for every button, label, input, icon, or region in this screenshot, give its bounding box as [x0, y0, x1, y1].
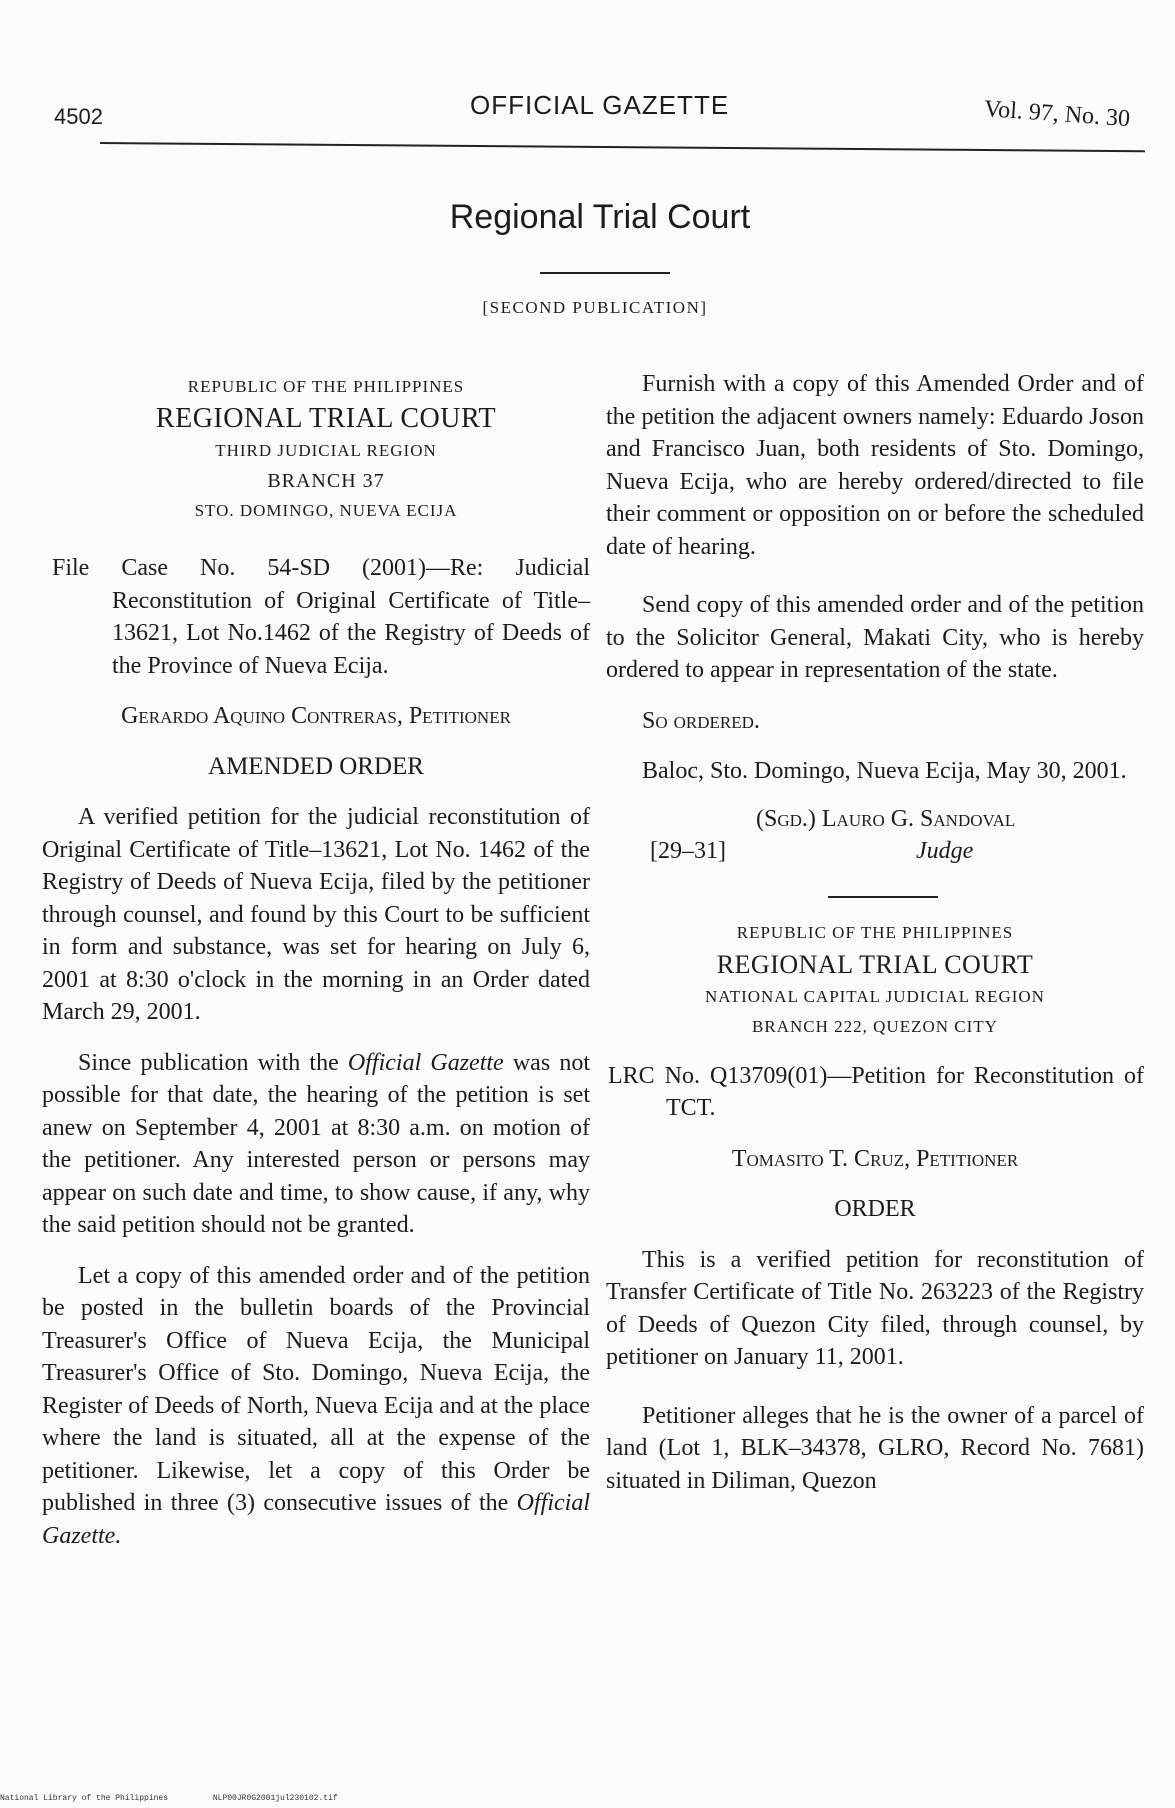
court-name: REGIONAL TRIAL COURT	[155, 403, 497, 434]
signer-title: Judge	[916, 837, 974, 864]
volume-issue: Vol. 97, No. 30	[983, 96, 1131, 133]
order-para-send: Send copy of this amended order and of the petition to the Solicitor General, Makati City, who is hereby ordered to appear in representation of the state.	[606, 592, 1144, 683]
page-number: 4502	[54, 104, 103, 129]
left-column	[42, 372, 590, 1552]
signature-block	[606, 806, 1144, 882]
petitioner-line: Gerardo Aquino Contreras, Petitioner	[121, 703, 511, 729]
para3-italic: Official Gazette.	[42, 1490, 590, 1549]
para2-text-a: Since publication with the	[78, 1049, 348, 1076]
order-para-furnish: Furnish with a copy of this Amended Order and of the petition the adjacent owners namely: Eduardo Joson and Francisco Juan, both residents of Sto. Domingo, Nueva Ecija, who are hereby ordered/directed to file their comment or opposition on or before the scheduled date of hearing.	[606, 371, 1144, 560]
para2-italic: Official Gazette	[347, 1049, 504, 1076]
notice-divider	[828, 896, 938, 898]
order2-para-2: Petitioner alleges that he is the owner of a parcel of land (Lot 1, BLK–34378, GLRO, Record No. 7681) situated in Diliman, Quezon	[606, 1402, 1144, 1494]
title-divider	[540, 272, 670, 274]
court2-branch: BRANCH 222, QUEZON CITY	[752, 1016, 998, 1036]
court-heading	[42, 372, 590, 526]
scan-footer	[0, 1794, 378, 1803]
court-republic: REPUBLIC OF THE PHILIPPINES	[187, 377, 465, 396]
footer-library: National Library of the Philippines	[0, 1794, 169, 1803]
amended-order-title: AMENDED ORDER	[208, 752, 424, 780]
case-caption-2: LRC No. Q13709(01)—Petition for Reconstitution of TCT.	[608, 1062, 1144, 1121]
court-branch: BRANCH 37	[267, 470, 385, 492]
case-caption: File Case No. 54-SD (2001)—Re: Judicial Reconstitution of Original Certificate of Title–13621, Lot No.1462 of the Registry of Deeds of the Province of Nueva Ecija.	[52, 555, 590, 679]
order2-para-1: This is a verified petition for reconstitution of Transfer Certificate of Title No. 263223 of the Registry of Deeds of Quezon City filed, through counsel, by petitioner on January 11, 2001.	[606, 1246, 1144, 1370]
publication-note: [SECOND PUBLICATION]	[482, 298, 708, 317]
court-place: STO. DOMINGO, NUEVA ECIJA	[194, 501, 458, 520]
so-ordered: So ordered.	[642, 707, 760, 734]
publication-title: OFFICIAL GAZETTE	[470, 90, 730, 120]
petitioner-line-2: Tomasito T. Cruz, Petitioner	[731, 1145, 1019, 1172]
court2-name: REGIONAL TRIAL COURT	[716, 949, 1034, 979]
signature-name: (Sgd.) Lauro G. Sandoval	[756, 805, 1016, 832]
order-title-2: ORDER	[834, 1196, 916, 1222]
court-heading-2	[606, 918, 1144, 1042]
para3-text-a: Let a copy of this amended order and of the petition be posted in the bulletin boards of the Provincial Treasurer's Office of Nueva Ecija, the Municipal Treasurer's Office of Sto. Domingo, Nueva Ecija, the Register of Deeds of North, Nueva Ecija and at the place where the land is situated, all at the expense of the petitioner. Likewise, let a copy of this Order be published in three (3) consecutive issues of the	[42, 1262, 590, 1516]
issue-reference: [29–31]	[650, 837, 726, 864]
court2-republic: REPUBLIC OF THE PHILIPPINES	[736, 922, 1014, 942]
section-title: Regional Trial Court	[449, 198, 751, 236]
right-column	[606, 368, 1144, 1497]
amended-order-para-3	[42, 1260, 590, 1553]
amended-order-para-2	[42, 1047, 590, 1242]
court-region: THIRD JUDICIAL REGION	[215, 441, 437, 460]
court2-region: NATIONAL CAPITAL JUDICIAL REGION	[705, 986, 1045, 1006]
header-rule	[100, 142, 1145, 152]
para2-text-b: was not possible for that date, the hearing of the petition is set anew on September 4, 2001 at 8:30 a.m. on motion of the petitioner. Any interested person or persons may appear on such date and time, to show cause, if any, why the said petition should not be granted.	[42, 1049, 590, 1238]
footer-file: NLP00JR0G2001jul230102.tif	[212, 1794, 338, 1803]
amended-order-para-1: A verified petition for the judicial reconstitution of Original Certificate of Title–13621, Lot No. 1462 of the Registry of Deeds of Nueva Ecija, filed by the petitioner through counsel, and found by this Court to be sufficient in form and substance, was set for hearing on July 6, 2001 at 8:30 o'clock in the morning in an Order dated March 29, 2001.	[42, 804, 590, 1025]
date-line: Baloc, Sto. Domingo, Nueva Ecija, May 30, 2001.	[642, 758, 1127, 784]
